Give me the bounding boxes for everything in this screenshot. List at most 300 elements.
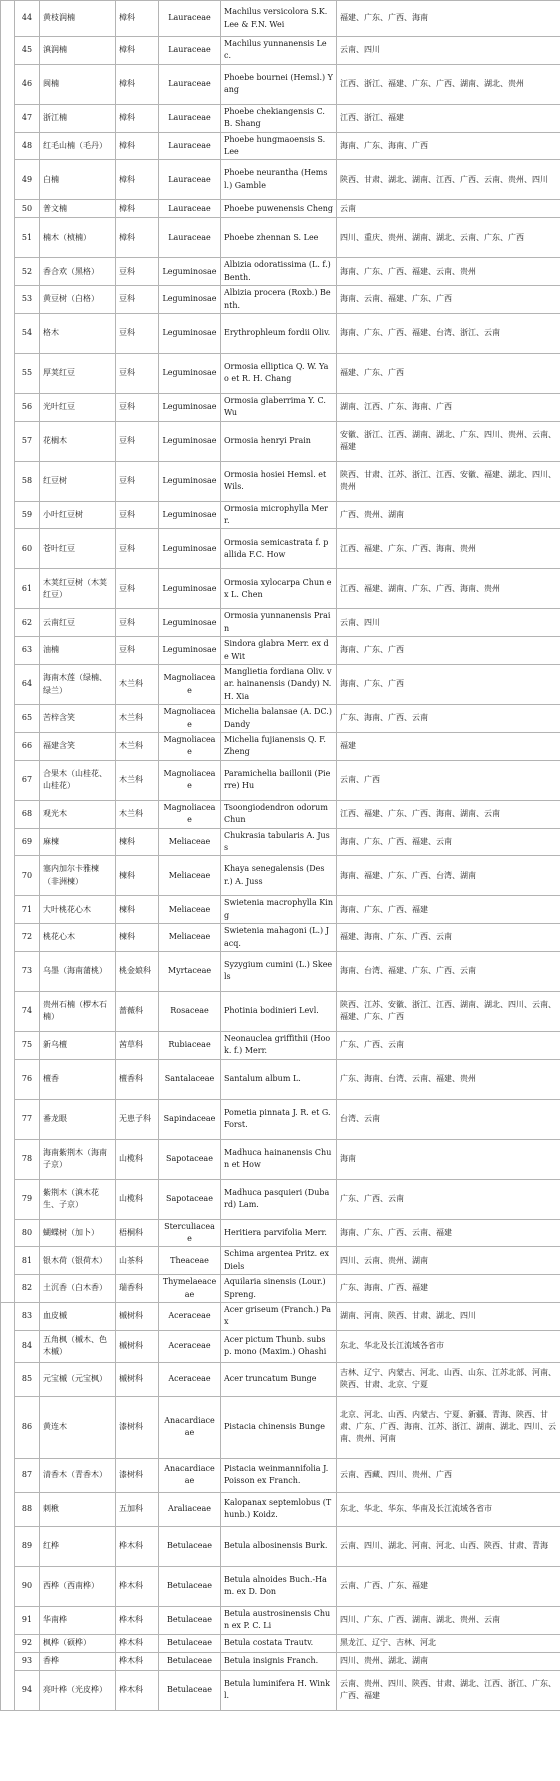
latin-name-cell: Chukrasia tabularis A. Juss (221, 828, 337, 856)
latin-name-cell: Michelia fujianensis Q. F. Zheng (221, 732, 337, 760)
row-number-cell: 84 (15, 1330, 40, 1362)
table-row (1, 160, 560, 200)
region-cell: 江西、福建、湖南、广东、广西、海南、贵州 (337, 569, 560, 609)
row-number-cell: 54 (15, 313, 40, 353)
family-cn-cell: 楝科 (116, 924, 159, 952)
family-cn-cell: 樟科 (116, 64, 159, 104)
table-row (1, 1634, 560, 1652)
family-en-cell: Leguminosae (159, 461, 221, 501)
row-number-cell: 66 (15, 732, 40, 760)
region-cell: 湖南、河南、陕西、甘肃、湖北、四川 (337, 1303, 560, 1331)
table-row (1, 732, 560, 760)
chinese-name-cell: 华南桦 (40, 1606, 116, 1634)
table-row (1, 705, 560, 733)
row-number-cell: 78 (15, 1139, 40, 1179)
row-number-cell: 59 (15, 501, 40, 529)
family-cn-cell: 槭树科 (116, 1303, 159, 1331)
family-en-cell: Meliaceae (159, 828, 221, 856)
chinese-name-cell: 红毛山楠（毛丹） (40, 132, 116, 160)
family-en-cell: Lauraceae (159, 200, 221, 218)
row-number-cell: 94 (15, 1670, 40, 1710)
chinese-name-cell: 厚荚红豆 (40, 353, 116, 393)
table-row (1, 421, 560, 461)
family-cn-cell: 豆科 (116, 393, 159, 421)
family-cn-cell: 豆科 (116, 529, 159, 569)
family-cn-cell: 桦木科 (116, 1606, 159, 1634)
region-cell: 江西、福建、广东、广西、海南、湖南、云南 (337, 800, 560, 828)
latin-name-cell: Acer truncatum Bunge (221, 1362, 337, 1396)
row-number-cell: 56 (15, 393, 40, 421)
region-cell: 海南、云南、福建、广东、广西 (337, 286, 560, 314)
table-row (1, 1059, 560, 1099)
table-row (1, 1247, 560, 1275)
region-cell: 湖南、江西、广东、海南、广西 (337, 393, 560, 421)
region-cell: 海南、广东、广西、云南、福建 (337, 1219, 560, 1247)
latin-name-cell: Albizia odoratissima (L. f.) Benth. (221, 258, 337, 286)
chinese-name-cell: 番龙眼 (40, 1099, 116, 1139)
latin-name-cell: Kalopanax septemlobus (Thunb.) Koidz. (221, 1492, 337, 1526)
table-row (1, 1606, 560, 1634)
region-cell: 陕西、江苏、安徽、浙江、江西、湖南、湖北、四川、云南、福建、广东、广西 (337, 991, 560, 1031)
chinese-name-cell: 新乌檀 (40, 1031, 116, 1059)
family-en-cell: Betulaceae (159, 1634, 221, 1652)
table-row (1, 1396, 560, 1458)
family-cn-cell: 樟科 (116, 160, 159, 200)
family-en-cell: Araliaceae (159, 1492, 221, 1526)
family-cn-cell: 槭树科 (116, 1330, 159, 1362)
latin-name-cell: Madhuca hainanensis Chun et How (221, 1139, 337, 1179)
family-en-cell: Leguminosae (159, 529, 221, 569)
latin-name-cell: Paramichelia baillonii (Pierre) Hu (221, 760, 337, 800)
chinese-name-cell: 紫荆木（滇木花生、子京） (40, 1179, 116, 1219)
latin-name-cell: Betula albosinensis Burk. (221, 1526, 337, 1566)
row-number-cell: 74 (15, 991, 40, 1031)
row-number-cell: 48 (15, 132, 40, 160)
region-cell: 陕西、甘肃、江苏、浙江、江西、安徽、福建、湖北、四川、贵州 (337, 461, 560, 501)
chinese-name-cell: 光叶红豆 (40, 393, 116, 421)
region-cell: 云南、广西 (337, 760, 560, 800)
region-cell: 黑龙江、辽宁、吉林、河北 (337, 1634, 560, 1652)
region-cell: 云南、四川、湖北、河南、河北、山西、陕西、甘肃、青海 (337, 1526, 560, 1566)
family-en-cell: Leguminosae (159, 421, 221, 461)
family-en-cell: Sapindaceae (159, 1099, 221, 1139)
row-number-cell: 52 (15, 258, 40, 286)
family-cn-cell: 木兰科 (116, 760, 159, 800)
family-en-cell: Magnoliaceae (159, 760, 221, 800)
row-number-cell: 71 (15, 896, 40, 924)
table-row (1, 828, 560, 856)
family-en-cell: Sapotaceae (159, 1179, 221, 1219)
family-cn-cell: 豆科 (116, 313, 159, 353)
table-row (1, 856, 560, 896)
chinese-name-cell: 红桦 (40, 1526, 116, 1566)
table-row (1, 1492, 560, 1526)
chinese-name-cell: 云南红豆 (40, 609, 116, 637)
family-en-cell: Leguminosae (159, 313, 221, 353)
latin-name-cell: Sindora glabra Merr. ex de Wit (221, 637, 337, 665)
row-number-cell: 58 (15, 461, 40, 501)
latin-name-cell: Ormosia yunnanensis Prain (221, 609, 337, 637)
chinese-name-cell: 贵州石楠（椤木石楠） (40, 991, 116, 1031)
row-number-cell: 80 (15, 1219, 40, 1247)
chinese-name-cell: 香桦 (40, 1652, 116, 1670)
family-cn-cell: 五加科 (116, 1492, 159, 1526)
latin-name-cell: Betula luminifera H. Winkl. (221, 1670, 337, 1710)
table-row (1, 1219, 560, 1247)
latin-name-cell: Madhuca pasquieri (Dubard) Lam. (221, 1179, 337, 1219)
family-en-cell: Rubiaceae (159, 1031, 221, 1059)
latin-name-cell: Ormosia elliptica Q. W. Yao et R. H. Chang (221, 353, 337, 393)
family-en-cell: Aceraceae (159, 1303, 221, 1331)
region-cell: 海南、广东、海南、广西 (337, 132, 560, 160)
row-number-cell: 62 (15, 609, 40, 637)
row-number-cell: 44 (15, 1, 40, 37)
family-cn-cell: 木兰科 (116, 732, 159, 760)
table-row (1, 393, 560, 421)
region-cell: 海南、广东、广西、福建、云南 (337, 828, 560, 856)
latin-name-cell: Acer griseum (Franch.) Pax (221, 1303, 337, 1331)
row-number-cell: 51 (15, 218, 40, 258)
region-cell: 吉林、辽宁、内蒙古、河北、山西、山东、江苏北部、河南、陕西、甘肃、北京、宁夏 (337, 1362, 560, 1396)
chinese-name-cell: 格木 (40, 313, 116, 353)
row-number-cell: 72 (15, 924, 40, 952)
family-cn-cell: 檀香科 (116, 1059, 159, 1099)
row-number-cell: 85 (15, 1362, 40, 1396)
family-en-cell: Betulaceae (159, 1652, 221, 1670)
family-cn-cell: 槭树科 (116, 1362, 159, 1396)
chinese-name-cell: 黄连木 (40, 1396, 116, 1458)
family-en-cell: Theaceae (159, 1247, 221, 1275)
family-cn-cell: 山榄科 (116, 1139, 159, 1179)
family-en-cell: Betulaceae (159, 1526, 221, 1566)
chinese-name-cell: 合果木（山桂花、山桂花） (40, 760, 116, 800)
table-row (1, 1566, 560, 1606)
family-cn-cell: 樟科 (116, 218, 159, 258)
family-en-cell: Lauraceae (159, 1, 221, 37)
region-cell: 云南 (337, 200, 560, 218)
table-row (1, 1526, 560, 1566)
family-en-cell: Lauraceae (159, 104, 221, 132)
row-number-cell: 81 (15, 1247, 40, 1275)
region-cell: 海南、广东、广西、福建 (337, 896, 560, 924)
family-en-cell: Leguminosae (159, 637, 221, 665)
table-row (1, 461, 560, 501)
family-cn-cell: 漆树科 (116, 1458, 159, 1492)
table-row (1, 104, 560, 132)
row-number-cell: 82 (15, 1275, 40, 1303)
row-number-cell: 46 (15, 64, 40, 104)
family-cn-cell: 桦木科 (116, 1652, 159, 1670)
table-row (1, 37, 560, 65)
chinese-name-cell: 闽楠 (40, 64, 116, 104)
chinese-name-cell: 黄枝润楠 (40, 1, 116, 37)
family-en-cell: Meliaceae (159, 924, 221, 952)
region-cell: 海南、广东、广西、福建、台湾、浙江、云南 (337, 313, 560, 353)
table-row (1, 665, 560, 705)
latin-name-cell: Phoebe hungmaoensis S. Lee (221, 132, 337, 160)
row-number-cell: 77 (15, 1099, 40, 1139)
chinese-name-cell: 楠木（桢楠） (40, 218, 116, 258)
family-en-cell: Lauraceae (159, 64, 221, 104)
region-cell: 江西、浙江、福建 (337, 104, 560, 132)
latin-name-cell: Phoebe neurantha (Hemsl.) Gamble (221, 160, 337, 200)
region-cell: 东北、华北、华东、华南及长江流域各省市 (337, 1492, 560, 1526)
table-row (1, 258, 560, 286)
chinese-name-cell: 乌墨（海南蒲桃） (40, 951, 116, 991)
row-number-cell: 75 (15, 1031, 40, 1059)
table-row (1, 1330, 560, 1362)
table-row (1, 896, 560, 924)
family-en-cell: Magnoliaceae (159, 705, 221, 733)
latin-name-cell: Aquilaria sinensis (Lour.) Spreng. (221, 1275, 337, 1303)
family-cn-cell: 豆科 (116, 353, 159, 393)
row-number-cell: 61 (15, 569, 40, 609)
latin-name-cell: Photinia bodinieri Levl. (221, 991, 337, 1031)
table-row (1, 800, 560, 828)
table-row (1, 760, 560, 800)
chinese-name-cell: 蝴蝶树（加卜） (40, 1219, 116, 1247)
row-number-cell: 83 (15, 1303, 40, 1331)
family-en-cell: Magnoliaceae (159, 732, 221, 760)
row-number-cell: 73 (15, 951, 40, 991)
region-cell: 云南、四川 (337, 609, 560, 637)
row-number-cell: 53 (15, 286, 40, 314)
region-cell: 广东、海南、广西、福建 (337, 1275, 560, 1303)
table-row (1, 1031, 560, 1059)
chinese-name-cell: 油楠 (40, 637, 116, 665)
row-number-cell: 76 (15, 1059, 40, 1099)
table-row (1, 313, 560, 353)
latin-name-cell: Manglietia fordiana Oliv. var. hainanensis (Dandy) N. H. Xia (221, 665, 337, 705)
latin-name-cell: Santalum album L. (221, 1059, 337, 1099)
row-number-cell: 88 (15, 1492, 40, 1526)
family-en-cell: Leguminosae (159, 609, 221, 637)
chinese-name-cell: 枫桦（硕桦） (40, 1634, 116, 1652)
region-cell: 福建 (337, 732, 560, 760)
region-cell: 云南、西藏、四川、贵州、广西 (337, 1458, 560, 1492)
family-cn-cell: 豆科 (116, 637, 159, 665)
table-row (1, 1652, 560, 1670)
table-row (1, 609, 560, 637)
table-row (1, 286, 560, 314)
family-en-cell: Leguminosae (159, 286, 221, 314)
family-cn-cell: 山榄科 (116, 1179, 159, 1219)
chinese-name-cell: 麻楝 (40, 828, 116, 856)
table-row (1, 200, 560, 218)
family-cn-cell: 樟科 (116, 1, 159, 37)
row-number-cell: 70 (15, 856, 40, 896)
row-number-cell: 79 (15, 1179, 40, 1219)
family-en-cell: Betulaceae (159, 1606, 221, 1634)
family-cn-cell: 漆树科 (116, 1396, 159, 1458)
family-cn-cell: 桦木科 (116, 1526, 159, 1566)
latin-name-cell: Machilus yunnanensis Lec. (221, 37, 337, 65)
region-cell: 安徽、浙江、江西、湖南、湖北、广东、四川、贵州、云南、福建 (337, 421, 560, 461)
latin-name-cell: Phoebe zhennan S. Lee (221, 218, 337, 258)
chinese-name-cell: 观光木 (40, 800, 116, 828)
chinese-name-cell: 苦梓含笑 (40, 705, 116, 733)
row-number-cell: 47 (15, 104, 40, 132)
region-cell: 四川、重庆、贵州、湖南、湖北、云南、广东、广西 (337, 218, 560, 258)
table-row (1, 991, 560, 1031)
row-number-cell: 64 (15, 665, 40, 705)
chinese-name-cell: 银木荷（银荷木） (40, 1247, 116, 1275)
region-cell: 四川、云南、贵州、湖南 (337, 1247, 560, 1275)
region-cell: 海南、广东、广西 (337, 637, 560, 665)
family-cn-cell: 木兰科 (116, 800, 159, 828)
chinese-name-cell: 白楠 (40, 160, 116, 200)
table-row (1, 1458, 560, 1492)
latin-name-cell: Ormosia hosiei Hemsl. et Wils. (221, 461, 337, 501)
latin-name-cell: Ormosia glaberrima Y. C. Wu (221, 393, 337, 421)
table-row (1, 637, 560, 665)
table-row (1, 1139, 560, 1179)
latin-name-cell: Ormosia semicastrata f. pallida F.C. How (221, 529, 337, 569)
latin-name-cell: Erythrophleum fordii Oliv. (221, 313, 337, 353)
latin-name-cell: Ormosia xylocarpa Chun ex L. Chen (221, 569, 337, 609)
family-cn-cell: 豆科 (116, 421, 159, 461)
family-cn-cell: 木兰科 (116, 665, 159, 705)
family-cn-cell: 瑞香科 (116, 1275, 159, 1303)
family-en-cell: Lauraceae (159, 37, 221, 65)
region-cell: 福建、广东、广西 (337, 353, 560, 393)
chinese-name-cell: 滇润楠 (40, 37, 116, 65)
family-en-cell: Leguminosae (159, 353, 221, 393)
row-number-cell: 86 (15, 1396, 40, 1458)
family-en-cell: Lauraceae (159, 218, 221, 258)
region-cell: 海南、广东、广西 (337, 665, 560, 705)
latin-name-cell: Khaya senegalensis (Desr.) A. Juss (221, 856, 337, 896)
latin-name-cell: Pistacia weinmannifolia J. Poisson ex Franch. (221, 1458, 337, 1492)
latin-name-cell: Albizia procera (Roxb.) Benth. (221, 286, 337, 314)
family-en-cell: Santalaceae (159, 1059, 221, 1099)
region-cell: 四川、贵州、湖北、湖南 (337, 1652, 560, 1670)
chinese-name-cell: 小叶红豆树 (40, 501, 116, 529)
family-en-cell: Meliaceae (159, 896, 221, 924)
row-number-cell: 67 (15, 760, 40, 800)
table-row (1, 924, 560, 952)
region-cell: 四川、广东、广西、湖南、湖北、贵州、云南 (337, 1606, 560, 1634)
family-en-cell: Magnoliaceae (159, 665, 221, 705)
family-en-cell: Magnoliaceae (159, 800, 221, 828)
chinese-name-cell: 木荚红豆树（木荚红豆） (40, 569, 116, 609)
chinese-name-cell: 海南木莲（绿楠、绿兰） (40, 665, 116, 705)
family-cn-cell: 豆科 (116, 461, 159, 501)
row-number-cell: 89 (15, 1526, 40, 1566)
chinese-name-cell: 檀香 (40, 1059, 116, 1099)
region-cell: 云南、贵州、四川、陕西、甘肃、湖北、江西、浙江、广东、广西、福建 (337, 1670, 560, 1710)
region-cell: 云南、四川 (337, 37, 560, 65)
family-cn-cell: 楝科 (116, 828, 159, 856)
region-cell: 广东、广西、云南 (337, 1179, 560, 1219)
latin-name-cell: Ormosia henryi Prain (221, 421, 337, 461)
family-cn-cell: 豆科 (116, 258, 159, 286)
chinese-name-cell: 海南紫荆木（海南子京） (40, 1139, 116, 1179)
family-cn-cell: 豆科 (116, 609, 159, 637)
family-en-cell: Leguminosae (159, 258, 221, 286)
family-cn-cell: 豆科 (116, 501, 159, 529)
region-cell: 北京、河北、山西、内蒙古、宁夏、新疆、青海、陕西、甘肃、广东、广西、海南、江苏、浙江、湖南、湖北、四川、云南、贵州、河南 (337, 1396, 560, 1458)
row-number-cell: 90 (15, 1566, 40, 1606)
region-cell: 海南 (337, 1139, 560, 1179)
family-en-cell: Anacardiaceae (159, 1458, 221, 1492)
family-en-cell: Meliaceae (159, 856, 221, 896)
table-row (1, 529, 560, 569)
group-cell (1, 1, 15, 1303)
table-row (1, 1670, 560, 1710)
family-cn-cell: 茜草科 (116, 1031, 159, 1059)
chinese-name-cell: 黄豆树（白格） (40, 286, 116, 314)
row-number-cell: 60 (15, 529, 40, 569)
region-cell: 陕西、甘肃、湖北、湖南、江西、广西、云南、贵州、四川 (337, 160, 560, 200)
chinese-name-cell: 刺楸 (40, 1492, 116, 1526)
family-en-cell: Rosaceae (159, 991, 221, 1031)
row-number-cell: 50 (15, 200, 40, 218)
family-en-cell: Myrtaceae (159, 951, 221, 991)
chinese-name-cell: 西桦（西南桦） (40, 1566, 116, 1606)
table-row (1, 569, 560, 609)
region-cell: 东北、华北及长江流域各省市 (337, 1330, 560, 1362)
family-en-cell: Betulaceae (159, 1566, 221, 1606)
latin-name-cell: Tsoongiodendron odorum Chun (221, 800, 337, 828)
row-number-cell: 69 (15, 828, 40, 856)
row-number-cell: 57 (15, 421, 40, 461)
latin-name-cell: Swietenia macrophylla King (221, 896, 337, 924)
row-number-cell: 87 (15, 1458, 40, 1492)
chinese-name-cell: 清香木（青香木） (40, 1458, 116, 1492)
chinese-name-cell: 浙江楠 (40, 104, 116, 132)
family-en-cell: Aceraceae (159, 1330, 221, 1362)
latin-name-cell: Syzygium cumini (L.) Skeels (221, 951, 337, 991)
chinese-name-cell: 土沉香（白木香） (40, 1275, 116, 1303)
latin-name-cell: Pometia pinnata J. R. et G. Forst. (221, 1099, 337, 1139)
family-en-cell: Aceraceae (159, 1362, 221, 1396)
row-number-cell: 65 (15, 705, 40, 733)
chinese-name-cell: 大叶桃花心木 (40, 896, 116, 924)
latin-name-cell: Swietenia mahagoni (L.) Jacq. (221, 924, 337, 952)
family-cn-cell: 蔷薇科 (116, 991, 159, 1031)
region-cell: 福建、广东、广西、海南 (337, 1, 560, 37)
family-en-cell: Leguminosae (159, 569, 221, 609)
chinese-name-cell: 五角枫（槭木、色木槭） (40, 1330, 116, 1362)
chinese-name-cell: 花榈木 (40, 421, 116, 461)
table-row (1, 1, 560, 37)
latin-name-cell: Phoebe puwenensis Cheng (221, 200, 337, 218)
family-cn-cell: 桃金娘科 (116, 951, 159, 991)
family-cn-cell: 楝科 (116, 856, 159, 896)
chinese-name-cell: 苍叶红豆 (40, 529, 116, 569)
family-en-cell: Sapotaceae (159, 1139, 221, 1179)
region-cell: 海南、台湾、福建、广东、广西、云南 (337, 951, 560, 991)
row-number-cell: 92 (15, 1634, 40, 1652)
family-cn-cell: 木兰科 (116, 705, 159, 733)
family-cn-cell: 桦木科 (116, 1670, 159, 1710)
table-body (1, 1, 560, 1711)
family-cn-cell: 梧桐科 (116, 1219, 159, 1247)
row-number-cell: 45 (15, 37, 40, 65)
region-cell: 广东、海南、台湾、云南、福建、贵州 (337, 1059, 560, 1099)
latin-name-cell: Phoebe bournei (Hemsl.) Yang (221, 64, 337, 104)
region-cell: 海南、福建、广东、广西、台湾、湖南 (337, 856, 560, 896)
chinese-name-cell: 福建含笑 (40, 732, 116, 760)
chinese-name-cell: 血皮槭 (40, 1303, 116, 1331)
region-cell: 广东、海南、广西、云南 (337, 705, 560, 733)
latin-name-cell: Schima argentea Pritz. ex Diels (221, 1247, 337, 1275)
row-number-cell: 68 (15, 800, 40, 828)
family-en-cell: Sterculiaceae (159, 1219, 221, 1247)
region-cell: 福建、海南、广东、广西、云南 (337, 924, 560, 952)
latin-name-cell: Michelia balansae (A. DC.) Dandy (221, 705, 337, 733)
